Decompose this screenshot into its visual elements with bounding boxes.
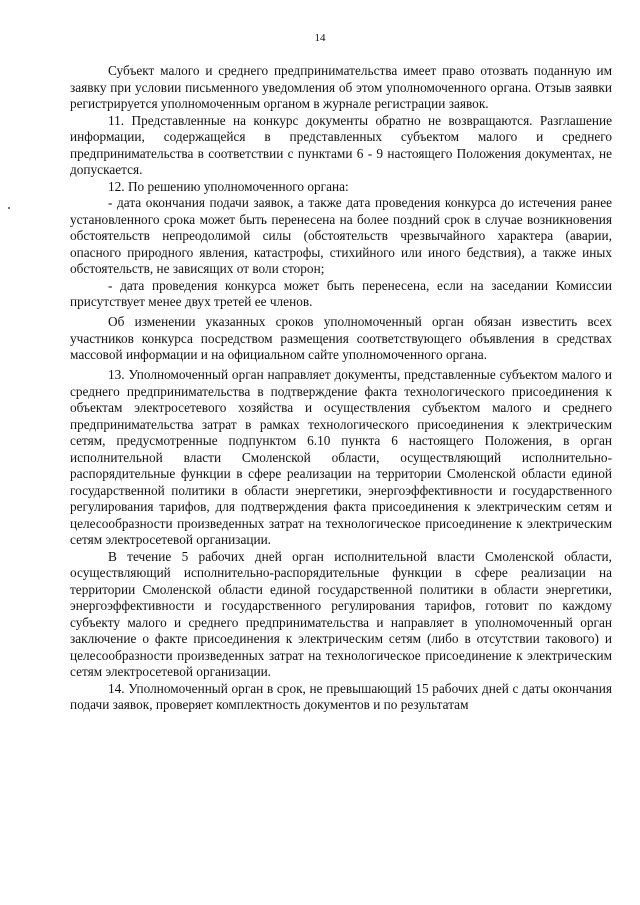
paragraph-12-item-2: - дата проведения конкурса может быть перенесена, если на заседании Комиссии присутствует менее двух третей ее членов.: [70, 277, 612, 309]
paragraph-12: 12. По решению уполномоченного органа:: [108, 178, 349, 194]
paragraph-12-item-1: - дата окончания подачи заявок, а также дата проведения конкурса до истечения ранее установленного срока может быть перенесена на более поздний срок в случае возникновения обстоятельств непреодолимой силы (обстоятельств чрезвычайного характера (аварии, опасного природного явления, катастрофы, стихийного или иного бедствия), а также иных обстоятельств, не зависящих от воли сторон;: [70, 195, 612, 276]
paragraph-13-term: В течение 5 рабочих дней орган исполнительной власти Смоленской области, осуществляющий исполнительно-распорядительные функции в сфере реализации на территории Смоленской области единой государственной политики в области энергетики, энергоэффективности и государственного регулирования тарифов, готовит по каждому субъекту малого и среднего предпринимательства и направляет в уполномоченный орган заключение о факте присоединения к электрическим сетям (либо в отсутствии такового) и целесообразности произведенных затрат на технологическое присоединение к электрическим сетям электросетевой организации.: [70, 548, 612, 679]
document-body: [70, 63, 612, 714]
margin-mark: [8, 207, 10, 209]
paragraph-14: 14. Уполномоченный орган в срок, не превышающий 15 рабочих дней с даты окончания подачи заявок, проверяет комплектность документов и по результатам: [70, 680, 612, 712]
paragraph-11: 11. Представленные на конкурс документы обратно не возвращаются. Разглашение информации, содержащейся в представленных субъектом малого и среднего предпринимательства в соответствии с пунктами 6 - 9 настоящего Положения документах, не допускается.: [70, 112, 612, 177]
page-number: 14: [314, 32, 326, 44]
paragraph-notification: Об изменении указанных сроков уполномоченный орган обязан известить всех участников конкурса посредством размещения соответствующего объявления в средствах массовой информации и на официальном сайте уполномоченного органа.: [70, 314, 612, 362]
paragraph-withdrawal: Субъект малого и среднего предпринимательства имеет право отозвать поданную им заявку при условии письменного уведомления об этом уполномоченного органа. Отзыв заявки регистрируется уполномоченным органом в журнале регистрации заявок.: [70, 63, 612, 111]
paragraph-13: 13. Уполномоченный орган направляет документы, представленные субъектом малого и среднего предпринимательства в подтверждение факта технологического присоединения к объектам электросетевого хозяйства и осуществления субъектом малого и среднего предпринимательства затрат в рамках технологического присоединения к электрическим сетям, предусмотренные подпунктом 6.10 пункта 6 настоящего Положения, в орган исполнительной власти Смоленской области, осуществляющий исполнительно-распорядительные функции в сфере реализации на территории Смоленской области единой государственной политики в области энергетики, энергоэффективности и государственного регулирования тарифов, для подтверждения факта присоединения к электрическим сетям и целесообразности произведенных затрат на технологическое присоединение к электрическим сетям электросетевой организации.: [70, 367, 612, 547]
